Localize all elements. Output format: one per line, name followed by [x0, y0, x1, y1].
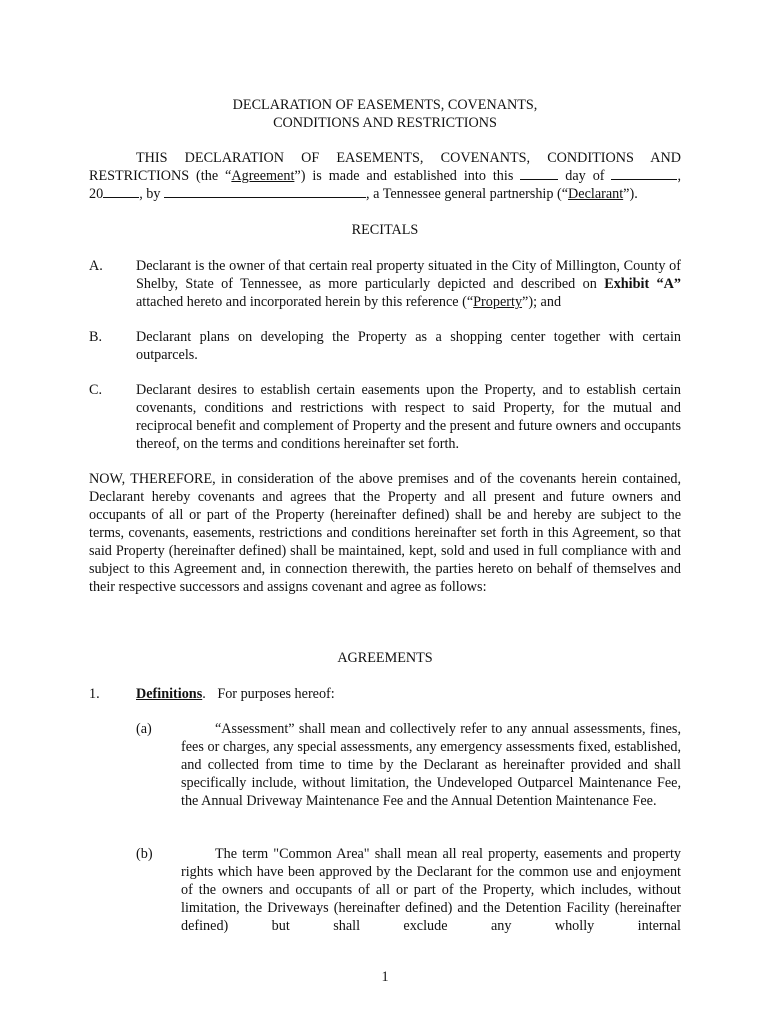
intro-text-2: ”) is made and established into this: [294, 168, 514, 184]
exhibit-a-reference: Exhibit “A”: [604, 276, 681, 292]
agreements-heading: AGREEMENTS: [337, 650, 433, 666]
intro-text-1: THIS DECLARATION OF EASEMENTS, COVENANTS, CONDITIONS AND RESTRICTIONS (the “: [89, 150, 681, 184]
now-therefore-paragraph: NOW, THEREFORE, in consideration of the above premises and of the covenants herein contained, Declarant hereby covenants and agrees that the Property and all present and future owners and occupants of all or part of the Property (hereinafter defined) shall be and hereby are subject to the terms, covenants, easements, restrictions and conditions hereinafter set forth in this Agreement, so that said Property (hereinafter defined) shall be maintained, kept, sold and used in full compliance with and subject to this Agreement and, in connection therewith, the parties hereto on behalf of themselves and their respective successors and assigns covenant and agree as follows:: [89, 471, 681, 595]
intro-line-1: [89, 149, 681, 185]
recital-a-letter: A.: [89, 258, 103, 274]
definition-a-letter: (a): [136, 721, 152, 737]
declarant-term: Declarant: [568, 186, 624, 202]
section-1-number: 1.: [89, 686, 100, 702]
recital-b-text: Declarant plans on developing the Property as a shopping center together with certain outparcels.: [136, 329, 681, 363]
recital-c-letter: C.: [89, 382, 103, 398]
section-1-heading: [136, 685, 681, 703]
month-blank[interactable]: [611, 167, 677, 180]
page-number: 1: [381, 969, 389, 985]
intro-text-3: day of: [565, 168, 605, 184]
definition-b-text: The term "Common Area" shall mean all real property, easements and property rights which have been approved by the Declarant for the common use and enjoyment of the owners and occupants of all or part of the Property, which includes, without limitation, the Driveways (hereinafter defined) and the Detention Facility (hereinafter defined) but shall exclude any wholly internal: [181, 846, 681, 934]
recital-a-part-3: ”); and: [522, 294, 562, 310]
year-blank[interactable]: [103, 185, 139, 198]
intro-text-5: , by: [139, 186, 161, 202]
year-prefix: 20: [89, 186, 104, 202]
definition-a-text: “Assessment” shall mean and collectively refer to any annual assessments, fines, fees or charges, any special assessments, any emergency assessments fixed, established, and collected from time to time by the Declarant as hereinafter provided and shall specifically include, without limitation, the Undeveloped Outparcel Maintenance Fee, the Annual Driveway Maintenance Fee and the Annual Detention Maintenance Fee.: [181, 721, 681, 809]
intro-text-7: ”).: [623, 186, 638, 202]
intro-line-3: [89, 185, 681, 203]
party-name-blank[interactable]: [164, 185, 366, 198]
agreement-term: Agreement: [231, 168, 295, 184]
intro-text-4: ,: [677, 168, 682, 184]
recital-b-letter: B.: [89, 329, 103, 345]
recital-a-text: [136, 257, 681, 311]
intro-paragraph: [89, 149, 681, 203]
section-1-title-period: .: [202, 686, 206, 702]
recitals-heading: RECITALS: [351, 222, 419, 238]
property-term: Property: [473, 294, 523, 310]
section-1-lead: For purposes hereof:: [217, 686, 335, 702]
recital-a-part-1: Declarant is the owner of that certain real property situated in the City of Millington, County of Shelby, State of Tennessee, as more particularly depicted and described on: [136, 258, 681, 292]
definition-b-letter: (b): [136, 846, 153, 862]
recital-a-part-2: attached hereto and incorporated herein by this reference (“: [136, 294, 474, 310]
intro-text-6: , a Tennessee general partnership (“: [366, 186, 569, 202]
document-title-line-2: CONDITIONS AND RESTRICTIONS: [273, 115, 497, 131]
day-blank[interactable]: [520, 167, 558, 180]
section-1-title: Definitions: [136, 686, 203, 702]
document-title-line-1: DECLARATION OF EASEMENTS, COVENANTS,: [232, 97, 538, 113]
recital-c-text: Declarant desires to establish certain easements upon the Property, and to establish certain covenants, conditions and restrictions with respect to said Property, for the mutual and reciprocal benefit and complement of Property and the present and future owners and occupants thereof, on the terms and conditions hereinafter set forth.: [136, 382, 681, 452]
